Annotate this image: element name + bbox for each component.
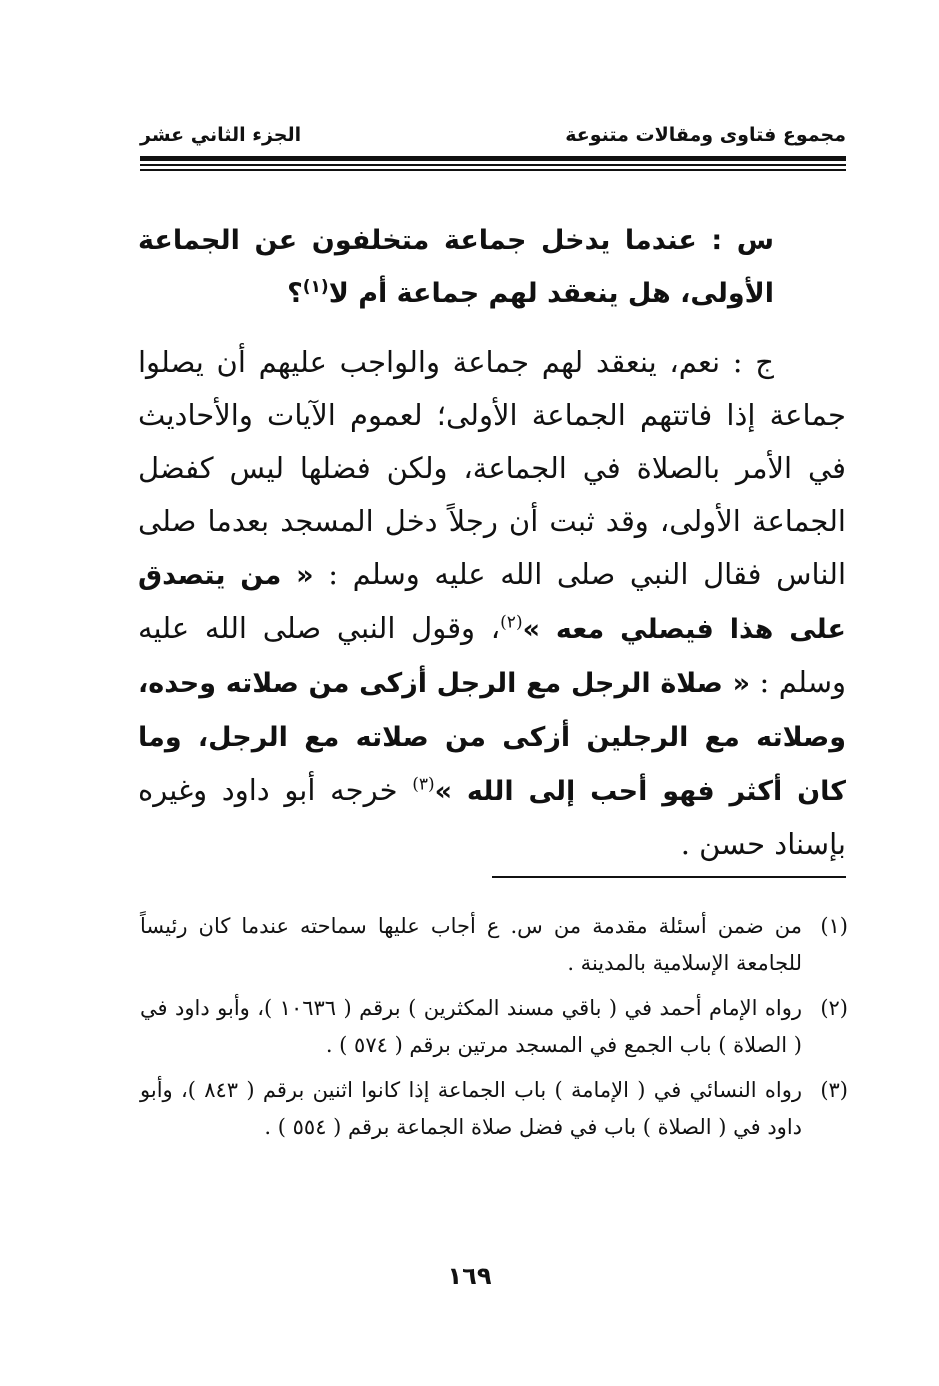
footnote-1 xyxy=(140,908,848,982)
footnotes xyxy=(140,908,848,1154)
footnote-text: رواه الإمام أحمد في ( باقي مسند المكثرين ) برقم ( ١٠٦٣٦ )، وأبو داود في ( الصلاة ) باب الجمع في المسجد مرتين برقم ( ٥٧٤ ) . xyxy=(140,996,803,1057)
running-header xyxy=(140,124,846,158)
footnote-2 xyxy=(140,990,848,1064)
book-title: مجموع فتاوى ومقالات متنوعة xyxy=(565,124,846,146)
footnote-text: رواه النسائي في ( الإمامة ) باب الجماعة إذا كانوا اثنين برقم ( ٨٤٣ )، وأبو داود في ( الصلاة ) باب في فضل صلاة الجماعة برقم ( ٥٥٤ ) . xyxy=(140,1078,802,1139)
question-paragraph xyxy=(138,214,846,320)
header-rule-thin xyxy=(140,164,846,166)
answer-text-2: ، وقول النبي صلى الله عليه وسلم : xyxy=(138,611,847,699)
hadith-quote-1: « من يتصدق على هذا فيصلي معه » xyxy=(138,560,847,645)
answer-text-3: خرجه أبو داود وغيره بإسناد حسن . xyxy=(138,773,846,861)
header-rule-thick xyxy=(140,156,846,161)
footnote-number: (٣) xyxy=(820,1078,848,1102)
answer-paragraph xyxy=(138,336,846,871)
page-number: ١٦٩ xyxy=(447,1262,492,1290)
header-rule-thin-2 xyxy=(140,169,846,171)
footnote-number: (١) xyxy=(820,914,848,938)
answer-text-1: ج : نعم، ينعقد لهم جماعة والواجب عليهم أن يصلوا جماعة إذا فاتتهم الجماعة الأولى؛ لعموم الآيات والأحاديث في الأمر بالصلاة في الجماعة، ولكن فضلها ليس كفضل الجماعة الأولى، وقد ثبت أن رجلاً دخل المسجد بعدما صلى الناس فقال النبي صلى الله عليه وسلم : xyxy=(138,345,847,591)
footnote-number: (٢) xyxy=(820,996,848,1020)
hadith-quote-2: « صلاة الرجل مع الرجل أزكى من صلاته وحده، وصلاته مع الرجلين أزكى من صلاته مع الرجل، وما كان أكثر فهو أحب إلى الله » xyxy=(138,668,846,807)
footnote-ref-3: (٣) xyxy=(412,774,435,795)
footnote-text: من ضمن أسئلة مقدمة من س. ع أجاب عليها سماحته عندما كان رئيساً للجامعة الإسلامية بالمدينة . xyxy=(140,914,802,975)
footnote-separator xyxy=(492,876,846,878)
footnote-ref-1: (١) xyxy=(302,277,329,297)
main-text xyxy=(138,214,846,871)
question-mark: ؟ xyxy=(287,278,303,309)
volume-label: الجزء الثاني عشر xyxy=(140,124,302,146)
question-text: س : عندما يدخل جماعة متخلفون عن الجماعة الأولى، هل ينعقد لهم جماعة أم لا xyxy=(138,225,774,309)
footnote-3 xyxy=(140,1072,848,1146)
footnote-ref-2: (٢) xyxy=(500,612,523,633)
